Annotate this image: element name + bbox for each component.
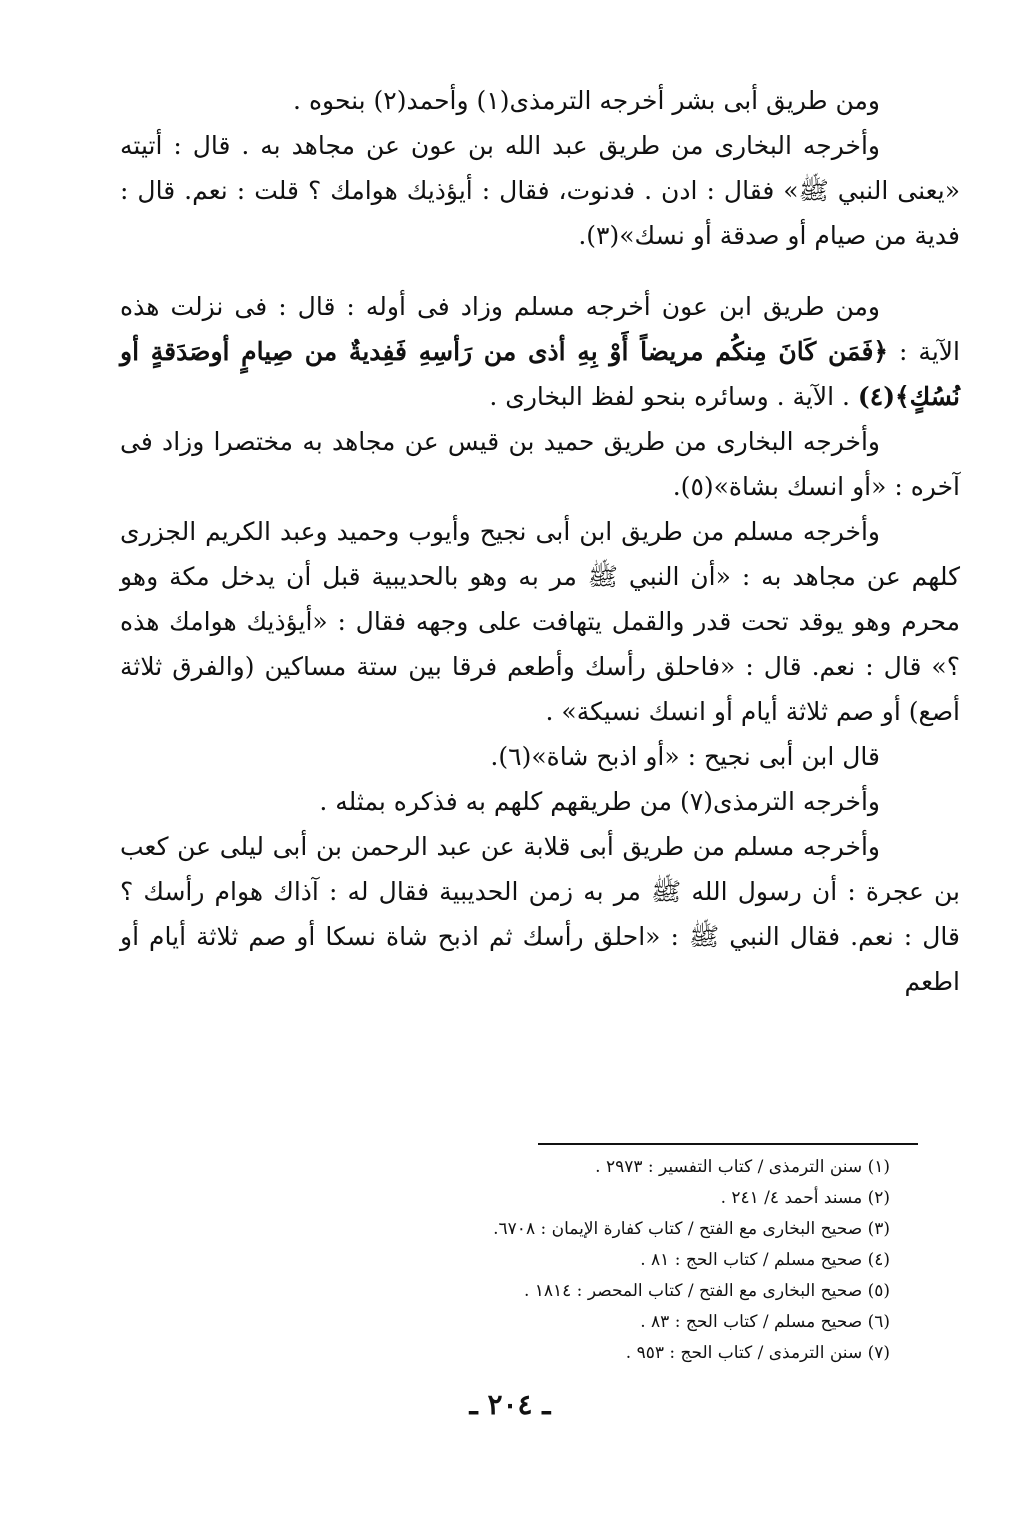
paragraph-1: ومن طريق أبى بشر أخرجه الترمذى(١) وأحمد(٢) بنحوه . <box>293 86 880 115</box>
footnote-1: (١) سنن الترمذى / كتاب التفسير : ٢٩٧٣ . <box>595 1157 890 1177</box>
main-text <box>120 78 960 1004</box>
paragraph-7: وأخرجه الترمذى(٧) من طريقهم كلهم به فذكره بمثله . <box>319 787 880 816</box>
footnote-divider <box>538 1143 918 1145</box>
paragraph-3 <box>120 284 960 419</box>
quran-verse: ﴿فَمَن كَانَ مِنكُم مريضاً أَوْ بِهِ أذى من رَأسِهِ فَفِديةٌ من صِيامٍ أوصَدَقةٍ أو نُسُكٍ﴾(٤) <box>120 337 960 411</box>
paragraph-3-intro: ومن طريق ابن عون أخرجه مسلم وزاد فى أوله : قال : فى نزلت هذه الآية : <box>120 292 960 366</box>
footnotes <box>420 1152 890 1369</box>
footnote-2: (٢) مسند أحمد ٤/ ٢٤١ . <box>720 1188 890 1208</box>
page-number: ـ ٢٠٤ ـ <box>469 1388 551 1421</box>
paragraph-2: وأخرجه البخارى من طريق عبد الله بن عون عن مجاهد به . قال : أتيته «يعنى النبي ﷺ» فقال : ادن . فدنوت، فقال : أيؤذيك هوامك ؟ قلت : نعم. قال : فدية من صيام أو صدقة أو نسك»(٣). <box>120 131 960 250</box>
paragraph-5: وأخرجه مسلم من طريق ابن أبى نجيح وأيوب وحميد وعبد الكريم الجزرى كلهم عن مجاهد به : «أن النبي ﷺ مر به وهو بالحديبية قبل أن يدخل مكة وهو محرم وهو يوقد تحت قدر والقمل يتهافت على وجهه فقال : «أيؤذيك هوامك هذه ؟» قال : نعم. قال : «فاحلق رأسك وأطعم فرقا بين ستة مساكين (والفرق ثلاثة أصع) أو صم ثلاثة أيام أو انسك نسيكة» . <box>120 517 960 726</box>
paragraph-8: وأخرجه مسلم من طريق أبى قلابة عن عبد الرحمن بن أبى ليلى عن كعب بن عجرة : أن رسول الله ﷺ مر به زمن الحديبية فقال له : آذاك هوام رأسك ؟ قال : نعم. فقال النبي ﷺ : «احلق رأسك ثم اذبح شاة نسكا أو صم ثلاثة أيام أو اطعم <box>120 832 960 996</box>
footnote-7: (٧) سنن الترمذى / كتاب الحج : ٩٥٣ . <box>625 1343 890 1363</box>
paragraph-6: قال ابن أبى نجيح : «أو اذبح شاة»(٦). <box>490 742 880 771</box>
footnote-6: (٦) صحيح مسلم / كتاب الحج : ٨٣ . <box>640 1312 890 1332</box>
paragraph-4: وأخرجه البخارى من طريق حميد بن قيس عن مجاهد به مختصرا وزاد فى آخره : «أو انسك بشاة»(٥). <box>120 427 960 501</box>
verse-tail: . الآية . وسائره بنحو لفظ البخارى . <box>489 382 850 411</box>
footnote-4: (٤) صحيح مسلم / كتاب الحج : ٨١ . <box>640 1250 890 1270</box>
footnote-5: (٥) صحيح البخارى مع الفتح / كتاب المحصر : ١٨١٤ . <box>523 1281 890 1301</box>
footnote-3: (٣) صحيح البخارى مع الفتح / كتاب كفارة الإيمان : ٦٧٠٨. <box>493 1219 890 1239</box>
